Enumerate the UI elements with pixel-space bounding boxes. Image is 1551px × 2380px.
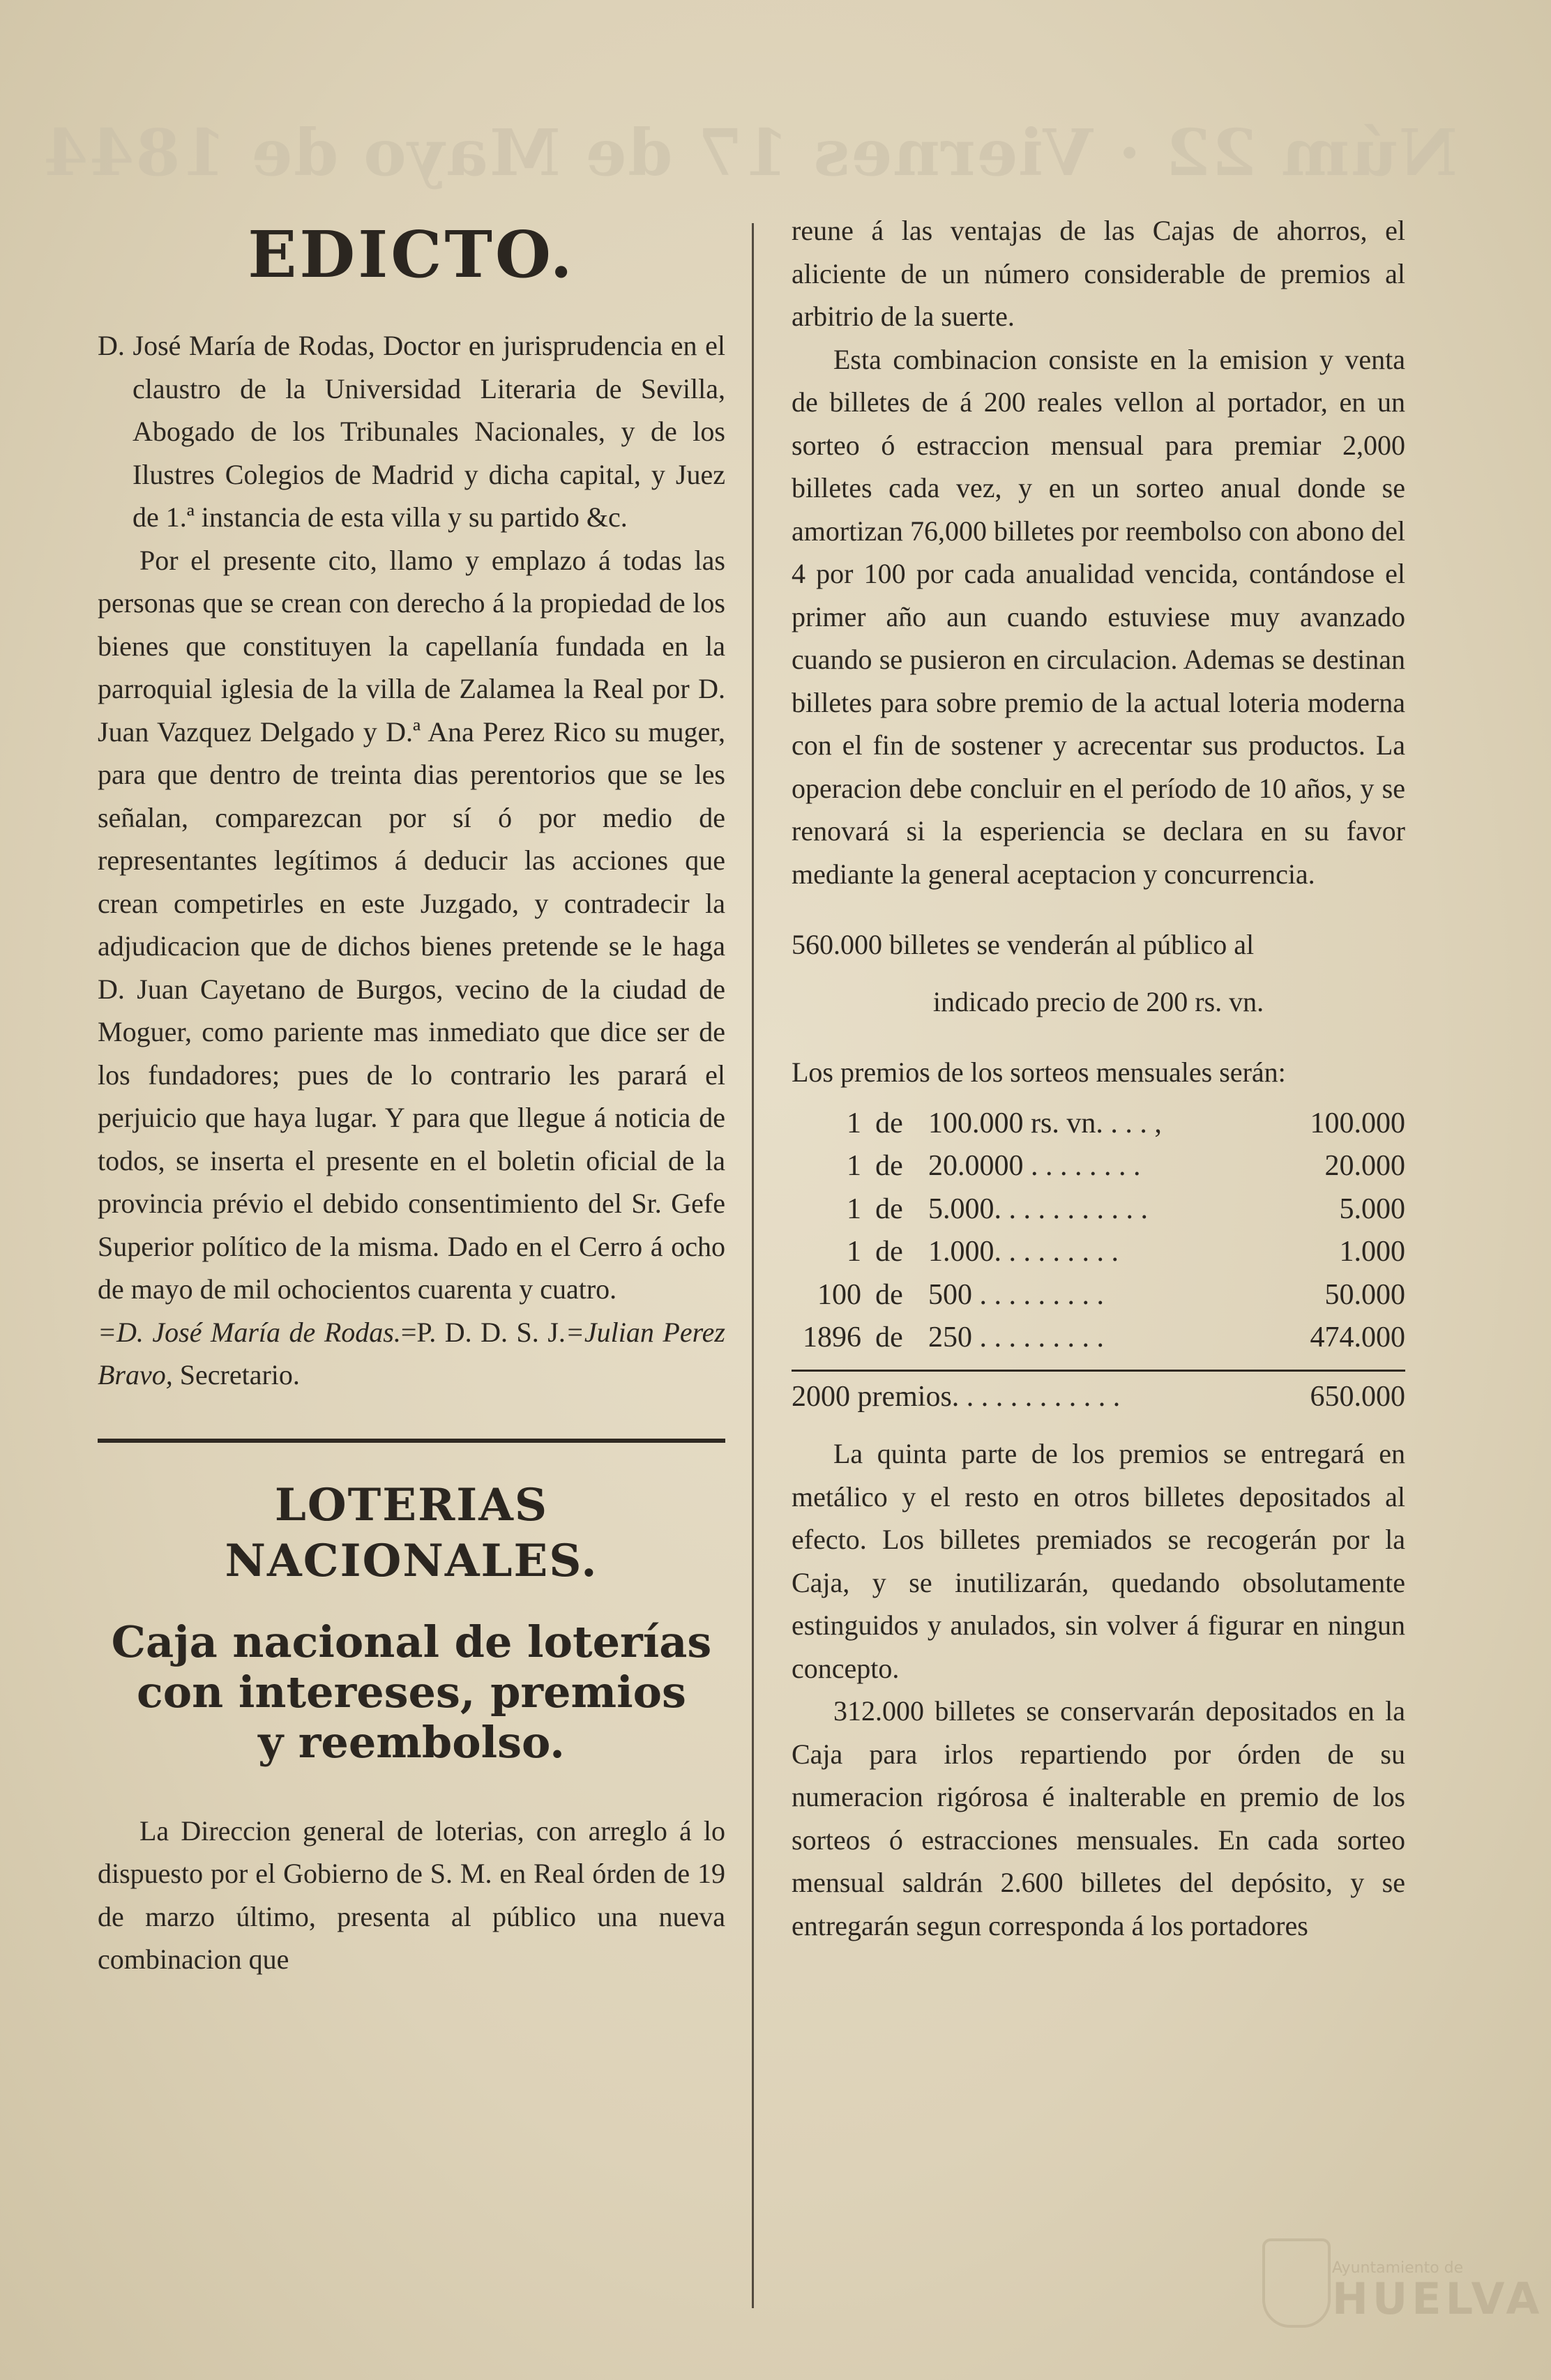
watermark-logo	[1332, 2259, 1544, 2324]
premio-count: 100	[817, 1278, 861, 1311]
premio-count: 1896	[803, 1321, 861, 1354]
premio-count: 1	[847, 1236, 861, 1268]
premio-de: de	[875, 1107, 903, 1139]
premios-table	[792, 1102, 1405, 1419]
signature-pd: =P. D. D. S. J.	[400, 1316, 566, 1348]
premio-amount: 20.0000 . . . . . . . .	[928, 1150, 1141, 1182]
watermark-line-1: Ayuntamiento de	[1332, 2259, 1464, 2277]
premio-de: de	[875, 1278, 903, 1311]
premio-total: 1.000	[1339, 1236, 1405, 1268]
edicto-body: Por el presente cito, llamo y emplazo á todas las personas que se crean con derecho á la propiedad de los bienes que constituyen la capellanía fundada en la parroquial iglesia de la villa de Zalamea la Real por D. Juan Vazquez Delgado y D.ª Ana Perez Rico su muger, para que dentro de treinta dias perentorios que se les señalan, comparezcan por sí ó por medio de representantes legítimos á deducir las acciones que crean competirles en este Juzgado, y contradecir la adjudicacion que de dichos bienes pretende se le haga D. Juan Cayetano de Burgos, vecino de la ciudad de Moguer, como pariente mas inmediato que dice ser de los fundadores; pues de lo contrario les parará el perjuicio que haya lugar. Y para que llegue á noticia de todos, se inserta el presente en el boletin oficial de la provincia prévio el debido consentimiento del Sr. Gefe Superior político de la misma. Dado en el Cerro á ocho de mayo de mil ochocientos cuarenta y cuatro.	[98, 544, 725, 1305]
premio-amount: 250 . . . . . . . . .	[928, 1321, 1104, 1354]
signature-judge: =D. José María de Rodas.	[98, 1316, 401, 1348]
premio-amount: 100.000 rs. vn. . . . ,	[928, 1107, 1162, 1139]
bleed-through-header: Núm 22 · Viernes 17 de Mayo de 1844	[42, 115, 1458, 190]
premio-row	[792, 1274, 1405, 1317]
premio-count: 1	[847, 1192, 861, 1225]
premios-total-rule	[792, 1370, 1405, 1372]
column-divider	[752, 223, 754, 2308]
right-column	[792, 209, 1405, 1947]
premio-de: de	[875, 1192, 903, 1225]
direccion-paragraph: La Direccion general de loterias, con arreglo á lo dispuesto por el Gobierno de S. M. en Real órden de 19 de marzo último, presenta al público una nueva combinacion que	[98, 1814, 725, 1975]
premio-count: 1	[847, 1107, 861, 1139]
premio-de: de	[875, 1150, 903, 1182]
premio-count: 1	[847, 1150, 861, 1182]
premios-total-row	[792, 1376, 1405, 1419]
premio-total: 474.000	[1310, 1321, 1405, 1354]
caja-title-line-2: con intereses, premios	[137, 1666, 686, 1718]
premio-amount: 5.000. . . . . . . . . . .	[928, 1192, 1148, 1225]
billetes-notice-line-1: 560.000 billetes se venderán al público al	[792, 929, 1255, 960]
section-divider	[98, 1439, 725, 1443]
premio-de: de	[875, 1321, 903, 1354]
edicto-title: EDICTO.	[248, 217, 575, 292]
signature-role: Secretario.	[172, 1359, 300, 1390]
premio-total: 100.000	[1310, 1107, 1405, 1139]
premio-amount: 500 . . . . . . . . .	[928, 1278, 1104, 1311]
continuation-paragraph: reune á las ventajas de las Cajas de ahorros, el aliciente de un número considerable de premios al arbitrio de la suerte.	[792, 215, 1405, 332]
premios-total-label: 2000 premios. . . . . . . . . . . .	[792, 1380, 1121, 1413]
signature-secretary: =Julian Perez Bravo,	[98, 1316, 725, 1390]
premio-row	[792, 1231, 1405, 1274]
premios-heading: Los premios de los sorteos mensuales serán:	[792, 1056, 1286, 1088]
premio-total: 5.000	[1339, 1192, 1405, 1225]
premio-amount: 1.000. . . . . . . . .	[928, 1236, 1119, 1268]
watermark-line-2: HUELVA	[1332, 2273, 1544, 2324]
premio-row	[792, 1145, 1405, 1188]
caja-title	[98, 1617, 725, 1768]
caja-title-line-1: Caja nacional de loterías	[111, 1616, 712, 1667]
edicto-intro: D. José María de Rodas, Doctor en jurisprudencia en el claustro de la Universidad Literaria de Sevilla, Abogado de los Tribunales Nacionales, y de los Ilustres Colegios de Madrid y dicha capital, y Juez de 1.ª instancia de esta villa y su partido &c.	[98, 330, 725, 533]
premios-total-value: 650.000	[1310, 1380, 1405, 1413]
huelva-seal-icon	[1262, 2238, 1331, 2328]
billetes-notice-line-2: indicado precio de 200 rs. vn.	[932, 985, 1264, 1017]
deposito-paragraph: 312.000 billetes se conservarán depositados en la Caja para irlos repartiendo por órden de su numeracion rigórosa é inalterable en premio de los sorteos ó estracciones mensuales. En cada sorteo mensual saldrán 2.600 billetes del depósito, y se entregarán segun corresponda á los portadores	[792, 1695, 1405, 1941]
caja-title-line-3: y reembolso.	[258, 1716, 565, 1768]
loterias-title: LOTERIAS NACIONALES.	[225, 1478, 598, 1587]
premio-row	[792, 1188, 1405, 1231]
premio-de: de	[875, 1236, 903, 1268]
premio-row	[792, 1102, 1405, 1146]
combinacion-paragraph: Esta combinacion consiste en la emision y venta de billetes de á 200 reales vellon al portador, en un sorteo ó estraccion mensual para premiar 2,000 billetes cada vez, y en un sorteo anual donde se amortizan 76,000 billetes por reembolso con abono del 4 por 100 por cada anualidad vencida, contándose el primer año aun cuando estuviese muy avanzado cuando se pusieron en circulacion. Ademas se destinan billetes para sobre premio de la actual loteria moderna con el fin de sostener y acrecentar sus productos. La operacion debe concluir en el período de 10 años, y se renovará si la esperiencia se declara en su favor mediante la general aceptacion y concurrencia.	[792, 343, 1405, 890]
premio-row	[792, 1317, 1405, 1360]
premio-total: 50.000	[1324, 1278, 1405, 1311]
left-column	[98, 209, 725, 1981]
quinta-parte-paragraph: La quinta parte de los premios se entregará en metálico y el resto en otros billetes depositados al efecto. Los billetes premiados se recogerán por la Caja, y se inutilizarán, quedando obsolutamente estinguidos y anulados, sin volver á figurar en ningun concepto.	[792, 1438, 1405, 1684]
premio-total: 20.000	[1324, 1150, 1405, 1182]
edicto-signature	[98, 1311, 725, 1397]
